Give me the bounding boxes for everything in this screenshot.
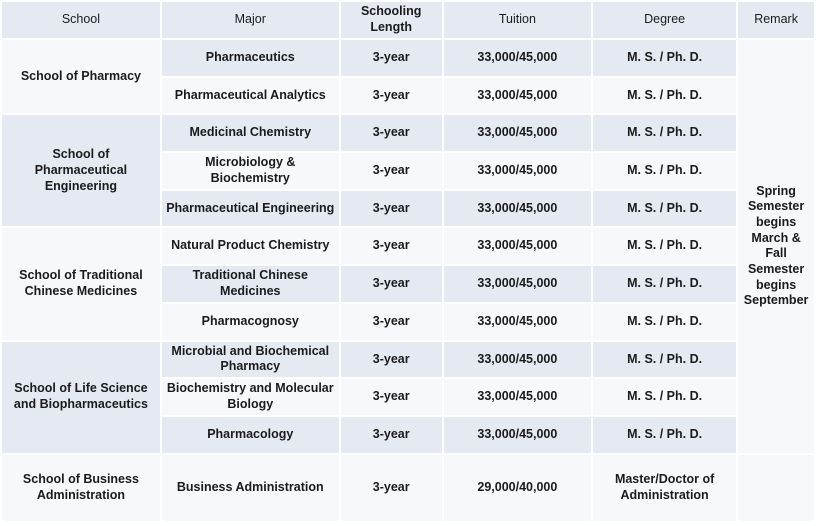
major-cell: Pharmaceutical Engineering [162, 191, 339, 227]
tuition-cell: 33,000/45,000 [444, 266, 591, 302]
length-cell: 3-year [341, 78, 442, 114]
school-cell: School of Traditional Chinese Medicines [2, 228, 160, 339]
tuition-cell: 33,000/45,000 [444, 417, 591, 453]
degree-cell: M. S. / Ph. D. [593, 115, 736, 151]
major-cell: Pharmacology [162, 417, 339, 453]
length-cell: 3-year [341, 379, 442, 415]
header-row [2, 2, 814, 38]
tuition-cell: 33,000/45,000 [444, 228, 591, 264]
header-length: Schooling Length [341, 2, 442, 38]
degree-cell: M. S. / Ph. D. [593, 191, 736, 227]
degree-cell: M. S. / Ph. D. [593, 379, 736, 415]
tuition-cell: 29,000/40,000 [444, 455, 591, 521]
tuition-cell: 33,000/45,000 [444, 304, 591, 340]
degree-cell: M. S. / Ph. D. [593, 266, 736, 302]
length-cell: 3-year [341, 304, 442, 340]
school-cell: School of Business Administration [2, 455, 160, 521]
tuition-cell: 33,000/45,000 [444, 115, 591, 151]
degree-cell: M. S. / Ph. D. [593, 417, 736, 453]
table-row [2, 228, 814, 264]
degree-cell: M. S. / Ph. D. [593, 78, 736, 114]
header-tuition: Tuition [444, 2, 591, 38]
length-cell: 3-year [341, 40, 442, 76]
length-cell: 3-year [341, 455, 442, 521]
degree-cell: M. S. / Ph. D. [593, 304, 736, 340]
school-cell: School of Pharmacy [2, 40, 160, 113]
major-cell: Traditional Chinese Medicines [162, 266, 339, 302]
major-cell: Pharmaceutical Analytics [162, 78, 339, 114]
length-cell: 3-year [341, 191, 442, 227]
table-row [2, 342, 814, 378]
table-row [2, 455, 814, 521]
header-degree: Degree [593, 2, 736, 38]
major-cell: Microbial and Biochemical Pharmacy [162, 342, 339, 378]
tuition-cell: 33,000/45,000 [444, 153, 591, 189]
school-cell: School of Pharmaceutical Engineering [2, 115, 160, 226]
major-cell: Pharmacognosy [162, 304, 339, 340]
remark-cell: Spring Semester begins March & Fall Semester begins September [738, 40, 814, 453]
tuition-cell: 33,000/45,000 [444, 40, 591, 76]
header-remark: Remark [738, 2, 814, 38]
tuition-cell: 33,000/45,000 [444, 379, 591, 415]
length-cell: 3-year [341, 153, 442, 189]
table-row [2, 115, 814, 151]
major-cell: Natural Product Chemistry [162, 228, 339, 264]
length-cell: 3-year [341, 417, 442, 453]
header-major: Major [162, 2, 339, 38]
tuition-cell: 33,000/45,000 [444, 191, 591, 227]
tuition-cell: 33,000/45,000 [444, 342, 591, 378]
school-cell: School of Life Science and Biopharmaceutics [2, 342, 160, 453]
length-cell: 3-year [341, 342, 442, 378]
table-row [2, 40, 814, 76]
major-cell: Microbiology & Biochemistry [162, 153, 339, 189]
remark-cell-empty [738, 455, 814, 521]
length-cell: 3-year [341, 228, 442, 264]
degree-cell: M. S. / Ph. D. [593, 228, 736, 264]
tuition-cell: 33,000/45,000 [444, 78, 591, 114]
degree-cell: M. S. / Ph. D. [593, 342, 736, 378]
header-school: School [2, 2, 160, 38]
length-cell: 3-year [341, 115, 442, 151]
degree-cell: Master/Doctor of Administration [593, 455, 736, 521]
degree-cell: M. S. / Ph. D. [593, 153, 736, 189]
major-cell: Medicinal Chemistry [162, 115, 339, 151]
degree-cell: M. S. / Ph. D. [593, 40, 736, 76]
major-cell: Business Administration [162, 455, 339, 521]
major-cell: Pharmaceutics [162, 40, 339, 76]
major-cell: Biochemistry and Molecular Biology [162, 379, 339, 415]
length-cell: 3-year [341, 266, 442, 302]
